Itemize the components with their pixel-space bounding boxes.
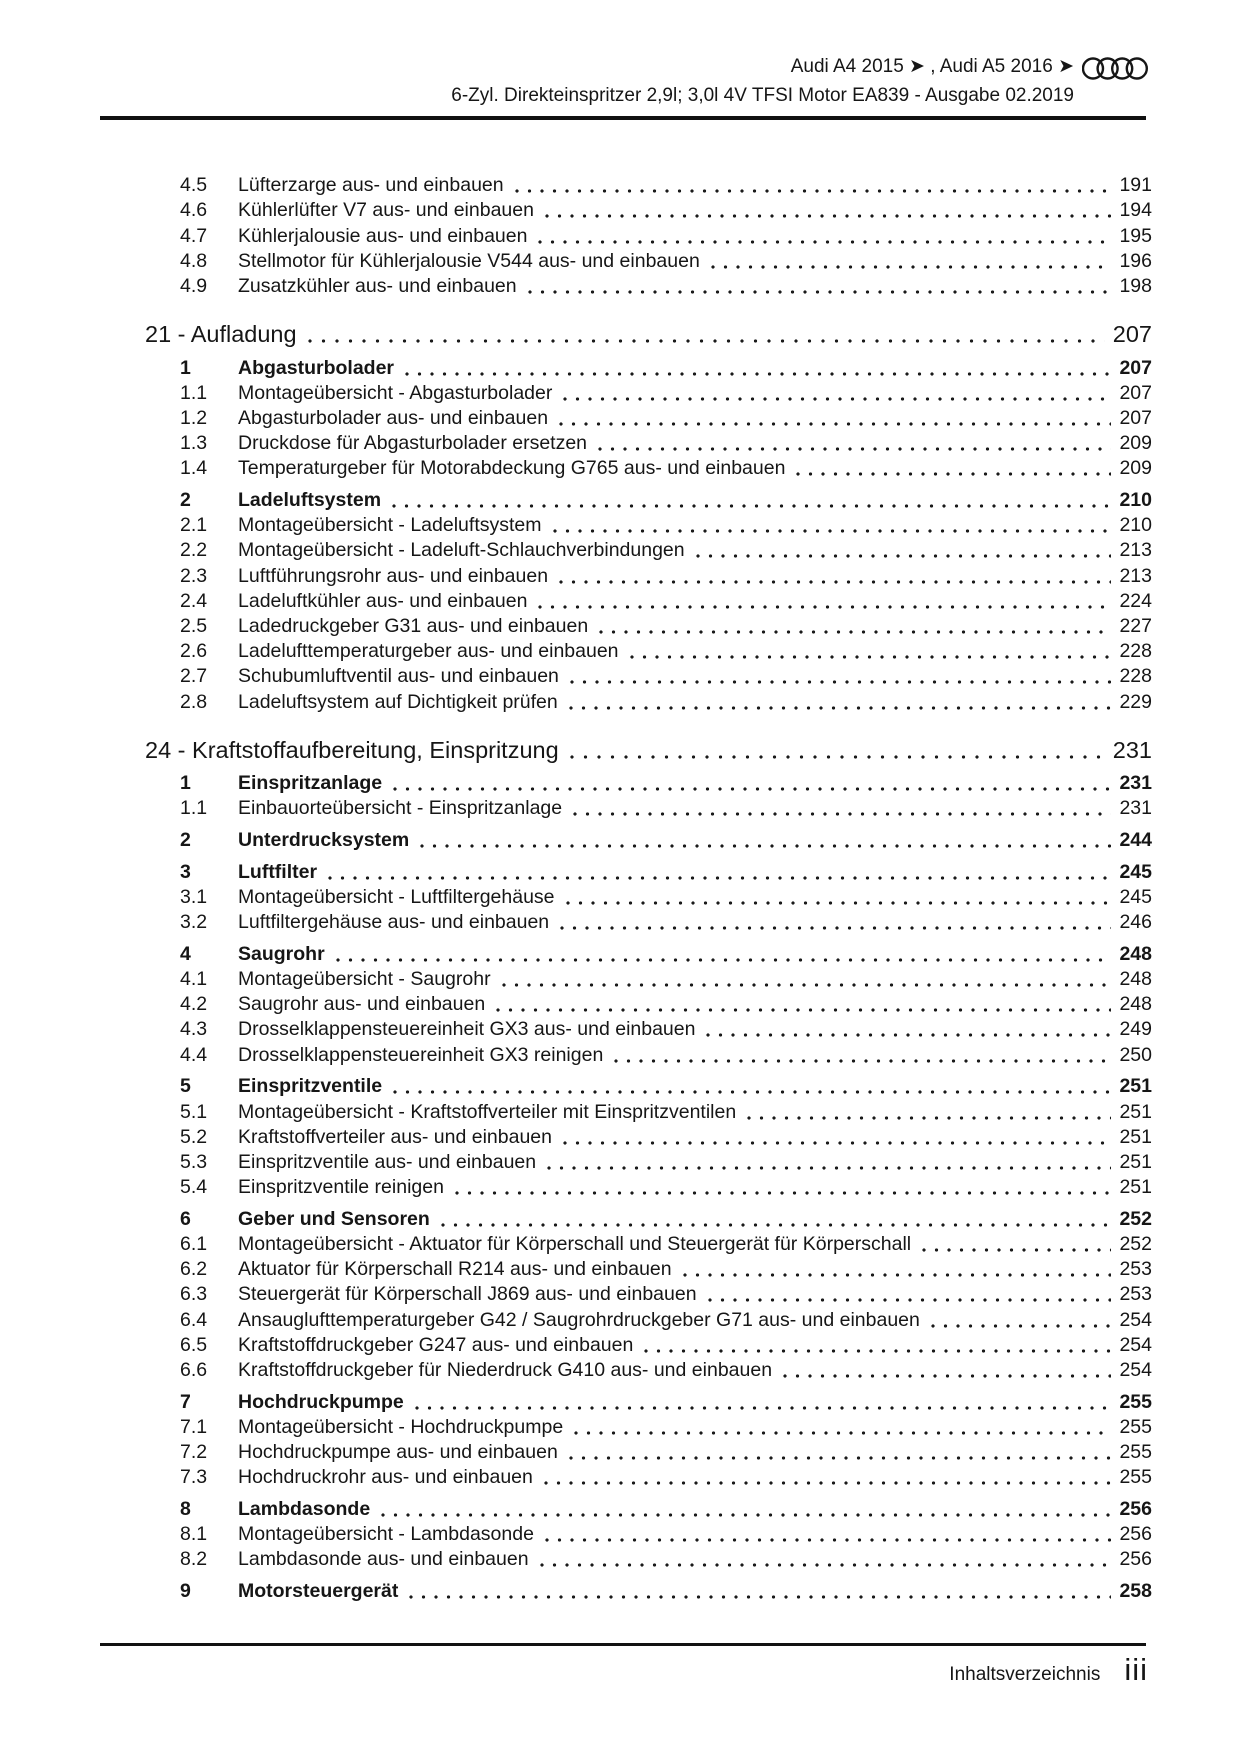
toc-entry-number: 2.6 <box>180 640 208 663</box>
toc-entry-page: 256 <box>1119 1497 1152 1520</box>
toc-entry-number: 4.6 <box>180 199 208 222</box>
toc-entry-title: Einspritzventile <box>238 1075 383 1098</box>
leader-dots <box>563 1141 1111 1145</box>
toc-entry-title: Hochdruckpumpe <box>238 1390 404 1413</box>
toc-entry-row <box>100 1439 1152 1464</box>
toc-entry-row <box>100 1124 1152 1149</box>
toc-entry-row <box>100 172 1152 197</box>
toc-entry-title: Hochdruckpumpe aus- und einbauen <box>238 1440 558 1463</box>
toc-entry-row <box>100 941 1152 966</box>
toc-entry-number: 8 <box>180 1497 191 1520</box>
leader-dots <box>683 1273 1112 1277</box>
toc-entry-title: Kühlerjalousie aus- und einbauen <box>238 224 528 247</box>
toc-entry-page: 255 <box>1119 1390 1152 1413</box>
leader-dots <box>545 1538 1112 1542</box>
toc-entry-page: 258 <box>1119 1579 1152 1602</box>
toc-entry-title: Unterdrucksystem <box>238 829 410 852</box>
toc-entry-number: 4.7 <box>180 224 208 247</box>
toc-entry-number: 7.1 <box>180 1415 208 1438</box>
toc-entry-number: 4.1 <box>180 968 208 991</box>
toc-entry-page: 228 <box>1119 665 1152 688</box>
toc-entry-title: Ladedruckgeber G31 aus- und einbauen <box>238 615 589 637</box>
leader-dots <box>547 1166 1111 1170</box>
leader-dots <box>783 1374 1111 1378</box>
toc-entry-row <box>100 966 1152 991</box>
header-divider <box>100 116 1146 120</box>
toc-entry-title: Drosselklappensteuereinheit GX3 aus- und einbauen <box>238 1018 696 1041</box>
footer-divider <box>100 1643 1146 1646</box>
page-header <box>100 53 1074 110</box>
toc-entry-page: 224 <box>1119 589 1152 612</box>
toc-entry-title: Stellmotor für Kühlerjalousie V544 aus- und einbauen <box>238 249 700 272</box>
toc-entry-row <box>100 991 1152 1016</box>
toc-entry-page: 207 <box>1119 407 1152 429</box>
toc-entry-page: 254 <box>1119 1308 1152 1331</box>
toc-entry-number: 3.2 <box>180 911 208 934</box>
toc-entry-page: 251 <box>1119 1100 1152 1123</box>
toc-entry-page: 253 <box>1119 1258 1152 1281</box>
toc-entry-number: 7 <box>180 1390 191 1413</box>
toc-entry-number: 2.8 <box>180 690 208 713</box>
toc-entry-number: 3 <box>180 860 191 883</box>
toc-entry-page: 213 <box>1119 539 1152 562</box>
toc-entry-number: 1.2 <box>180 407 208 429</box>
leader-dots <box>569 706 1112 710</box>
toc-entry-title: Aktuator für Körperschall R214 aus- und einbauen <box>238 1258 672 1281</box>
toc-entry-row <box>100 222 1152 247</box>
toc-entry-page: 256 <box>1119 1523 1152 1545</box>
leader-dots <box>630 655 1112 659</box>
toc-entry-title: Luftfilter <box>238 860 318 883</box>
toc-entry-number: 8.2 <box>180 1548 208 1571</box>
leader-dots <box>922 1248 1111 1252</box>
toc-entry-number: 6.3 <box>180 1283 208 1306</box>
leader-dots <box>405 372 1111 376</box>
audi-rings-icon <box>1082 56 1148 81</box>
toc-entry-number: 4.2 <box>180 993 208 1016</box>
toc-entry-title: Drosselklappensteuereinheit GX3 reinigen <box>238 1043 604 1066</box>
footer-section-label: Inhaltsverzeichnis <box>949 1664 1101 1685</box>
toc-entry-title: Montageübersicht - Luftfiltergehäuse <box>238 886 555 908</box>
toc-entry-number: 1.3 <box>180 432 208 455</box>
leader-dots <box>496 1008 1111 1012</box>
toc-entry-row <box>100 1041 1152 1066</box>
toc-entry-page: 251 <box>1119 1125 1152 1148</box>
leader-dots <box>502 983 1112 987</box>
toc-entry-title: Einbauorteübersicht - Einspritzanlage <box>238 797 563 820</box>
toc-entry-page: 210 <box>1119 514 1152 537</box>
toc-entry-number: 4.5 <box>180 174 208 197</box>
toc-entry-number: 4.3 <box>180 1018 208 1041</box>
toc-entry-number: 1 <box>180 356 191 379</box>
leader-dots <box>563 397 1111 401</box>
header-models-line: Audi A4 2015 ➤ , Audi A5 2016 ➤ <box>790 56 1074 77</box>
toc-entry-number: 6.2 <box>180 1258 208 1281</box>
leader-dots <box>544 1481 1112 1485</box>
toc-entry-row <box>100 380 1152 405</box>
toc-entry-page: 207 <box>1119 381 1152 404</box>
toc-entry-row <box>100 1256 1152 1281</box>
toc-entry-row <box>100 1098 1152 1123</box>
leader-dots <box>392 504 1111 508</box>
leader-dots <box>708 1298 1112 1302</box>
toc-entry-number: 7.3 <box>180 1466 208 1489</box>
toc-entry-number: 8.1 <box>180 1523 208 1545</box>
toc-entry-row <box>100 537 1152 562</box>
toc-entry-page: 209 <box>1119 457 1152 480</box>
toc-entry-title: Schubumluftventil aus- und einbauen <box>238 665 559 688</box>
toc-entry-title: Ladeluftkühler aus- und einbauen <box>238 589 528 612</box>
toc-entry-title: Montageübersicht - Kraftstoffverteiler mit Einspritzventilen <box>238 1100 737 1123</box>
toc-entry-page: 250 <box>1119 1043 1152 1066</box>
toc-entry-page: 213 <box>1119 564 1152 587</box>
toc-entry-row <box>100 1388 1152 1413</box>
leader-dots <box>711 265 1112 269</box>
toc-entry-number: 1 <box>180 772 191 795</box>
toc-entry-row <box>100 1332 1152 1357</box>
toc-entry-page: 196 <box>1119 249 1152 272</box>
toc-entry-row <box>100 827 1152 852</box>
toc-entry-number: 2.3 <box>180 564 208 587</box>
toc-entry-row <box>100 455 1152 480</box>
toc-entry-row <box>100 430 1152 455</box>
toc-entry-row <box>100 405 1152 430</box>
leader-dots <box>420 844 1111 848</box>
toc-entry-page: 251 <box>1119 1176 1152 1199</box>
toc-entry-row <box>100 562 1152 587</box>
leader-dots <box>599 630 1111 634</box>
toc-entry-page: 255 <box>1119 1466 1152 1489</box>
toc-entry-row <box>100 1174 1152 1199</box>
toc-chapter-label: 21 - Aufladung <box>145 320 297 347</box>
toc-entry-row <box>100 638 1152 663</box>
toc-entry-page: 254 <box>1119 1333 1152 1356</box>
toc-entry-number: 5.3 <box>180 1150 208 1173</box>
toc-entry-title: Hochdruckrohr aus- und einbauen <box>238 1466 533 1489</box>
toc-entry-number: 6.5 <box>180 1333 208 1356</box>
toc-entry-title: Temperaturgeber für Motorabdeckung G765 aus- und einbauen <box>238 457 786 480</box>
toc-entry-row <box>100 859 1152 884</box>
toc-entry-row <box>100 197 1152 222</box>
toc-entry-title: Motorsteuergerät <box>238 1579 399 1602</box>
leader-dots <box>570 680 1112 684</box>
toc-entry-page: 229 <box>1119 690 1152 713</box>
toc-entry-row <box>100 909 1152 934</box>
toc-entry-page: 248 <box>1119 968 1152 991</box>
toc-entry-page: 246 <box>1119 911 1152 934</box>
toc-entry-row <box>100 248 1152 273</box>
toc-entry-title: Montageübersicht - Saugrohr <box>238 968 491 991</box>
toc-entry-title: Ladeluftsystem <box>238 489 382 512</box>
toc-entry-title: Abgasturbolader <box>238 356 395 379</box>
toc-entry-row <box>100 1578 1152 1603</box>
toc-entry-title: Steuergerät für Körperschall J869 aus- und einbauen <box>238 1283 697 1306</box>
toc-entry-title: Einspritzanlage <box>238 772 383 795</box>
toc-entry-page: 255 <box>1119 1440 1152 1463</box>
toc-entry-number: 1.4 <box>180 457 208 480</box>
toc-entry-title: Kraftstoffverteiler aus- und einbauen <box>238 1125 552 1148</box>
toc-entry-title: Einspritzventile reinigen <box>238 1176 444 1199</box>
toc-entry-row <box>100 884 1152 909</box>
leader-dots <box>796 472 1111 476</box>
toc-entry-number: 6 <box>180 1207 191 1230</box>
leader-dots <box>455 1191 1112 1195</box>
leader-dots <box>553 529 1112 533</box>
toc-entry-row <box>100 1306 1152 1331</box>
page-footer <box>949 1652 1148 1688</box>
toc-entry-number: 5.4 <box>180 1176 208 1199</box>
toc-entry-number: 2.1 <box>180 514 208 537</box>
leader-dots <box>696 554 1112 558</box>
toc-entry-row <box>100 1357 1152 1382</box>
toc-entry-page: 248 <box>1119 942 1152 965</box>
leader-dots <box>598 447 1111 451</box>
toc-entry-row <box>100 273 1152 298</box>
toc-entry-page: 198 <box>1119 274 1152 297</box>
leader-dots <box>559 580 1111 584</box>
toc-chapter-page: 231 <box>1112 736 1152 763</box>
toc-entry-row <box>100 770 1152 795</box>
toc-entry-title: Montageübersicht - Lambdasonde <box>238 1523 534 1545</box>
toc-entry-number: 1.1 <box>180 797 208 820</box>
toc-entry-title: Ladelufttemperaturgeber aus- und einbauen <box>238 640 619 663</box>
toc-entry-number: 1.1 <box>180 381 208 404</box>
toc-entry-title: Montageübersicht - Aktuator für Körperschall und Steuergerät für Körperschall <box>238 1232 912 1255</box>
toc-entry-page: 231 <box>1119 772 1152 795</box>
toc-entry-title: Lambdasonde aus- und einbauen <box>238 1548 529 1571</box>
toc-entry-page: 248 <box>1119 993 1152 1016</box>
toc-entry-number: 4.8 <box>180 249 208 272</box>
toc-entry-row <box>100 1521 1152 1546</box>
toc-entry-number: 5.1 <box>180 1100 208 1123</box>
leader-dots <box>574 1431 1111 1435</box>
toc-entry-title: Montageübersicht - Hochdruckpumpe <box>238 1415 564 1438</box>
leader-dots <box>538 240 1111 244</box>
leader-dots <box>566 901 1112 905</box>
toc-entry-row <box>100 1206 1152 1231</box>
toc-chapter-label: 24 - Kraftstoffaufbereitung, Einspritzung <box>145 736 559 763</box>
toc-chapter-page: 207 <box>1112 320 1152 347</box>
leader-dots <box>706 1033 1111 1037</box>
toc-entry-title: Saugrohr <box>238 942 325 965</box>
toc-entry-title: Montageübersicht - Abgasturbolader <box>238 381 553 404</box>
toc-entry-number: 2.4 <box>180 589 208 612</box>
leader-dots <box>545 214 1111 218</box>
leader-dots <box>747 1116 1111 1120</box>
toc-entry-title: Kraftstoffdruckgeber für Niederdruck G410 aus- und einbauen <box>238 1358 773 1381</box>
toc-entry-page: 256 <box>1119 1548 1152 1571</box>
toc-chapter-row <box>100 314 1152 348</box>
leader-dots <box>415 1406 1112 1410</box>
toc-entry-title: Lambdasonde <box>238 1497 371 1520</box>
toc-entry-row <box>100 663 1152 688</box>
header-engine-line: 6-Zyl. Direkteinspritzer 2,9l; 3,0l 4V TFSI Motor EA839 - Ausgabe 02.2019 <box>451 84 1074 106</box>
toc-entry-number: 6.4 <box>180 1308 208 1331</box>
toc-entry-row <box>100 1231 1152 1256</box>
toc-entry-row <box>100 487 1152 512</box>
toc <box>100 172 1152 1603</box>
toc-entry-row <box>100 588 1152 613</box>
toc-entry-title: Ansauglufttemperaturgeber G42 / Saugrohrdruckgeber G71 aus- und einbauen <box>238 1308 920 1331</box>
leader-dots <box>569 1456 1112 1460</box>
toc-entry-title: Geber und Sensoren <box>238 1207 430 1230</box>
toc-entry-title: Kraftstoffdruckgeber G247 aus- und einbauen <box>238 1333 634 1356</box>
toc-entry-number: 2.5 <box>180 615 208 637</box>
leader-dots <box>931 1324 1112 1328</box>
toc-entry-row <box>100 1149 1152 1174</box>
toc-entry-title: Kühlerlüfter V7 aus- und einbauen <box>238 199 534 222</box>
toc-entry-page: 255 <box>1119 1415 1152 1438</box>
toc-entry-row <box>100 1016 1152 1041</box>
toc-entry-page: 252 <box>1119 1207 1152 1230</box>
toc-entry-page: 228 <box>1119 640 1152 663</box>
toc-entry-page: 207 <box>1119 356 1152 379</box>
toc-entry-title: Ladeluftsystem auf Dichtigkeit prüfen <box>238 690 558 713</box>
toc-entry-number: 9 <box>180 1579 191 1602</box>
toc-entry-title: Lüfterzarge aus- und einbauen <box>238 174 504 197</box>
toc-entry-page: 209 <box>1119 432 1152 455</box>
toc-entry-number: 5 <box>180 1075 191 1098</box>
toc-entry-page: 251 <box>1119 1150 1152 1173</box>
toc-entry-title: Zusatzkühler aus- und einbauen <box>238 274 517 297</box>
leader-dots <box>393 1090 1111 1094</box>
leader-dots <box>540 1563 1112 1567</box>
leader-dots <box>328 876 1111 880</box>
toc-entry-number: 2 <box>180 829 191 852</box>
toc-entry-title: Montageübersicht - Ladeluftsystem <box>238 514 542 537</box>
toc-section <box>100 172 1152 298</box>
toc-entry-row <box>100 1496 1152 1521</box>
toc-entry-number: 4.9 <box>180 274 208 297</box>
toc-entry-number: 5.2 <box>180 1125 208 1148</box>
toc-entry-row <box>100 1464 1152 1489</box>
leader-dots <box>559 422 1111 426</box>
toc-entry-page: 210 <box>1119 489 1152 512</box>
toc-entry-number: 2 <box>180 489 191 512</box>
leader-dots <box>573 812 1111 816</box>
toc-entry-page: 227 <box>1119 615 1152 637</box>
toc-entry-number: 4 <box>180 942 191 965</box>
leader-dots <box>644 1349 1111 1353</box>
toc-entry-page: 249 <box>1119 1018 1152 1041</box>
toc-chapter-row <box>100 730 1152 764</box>
toc-entry-page: 254 <box>1119 1358 1152 1381</box>
toc-entry-title: Abgasturbolader aus- und einbauen <box>238 407 549 429</box>
toc-entry-number: 6.6 <box>180 1358 208 1381</box>
toc-entry-row <box>100 1281 1152 1306</box>
leader-dots <box>336 958 1112 962</box>
toc-entry-row <box>100 1546 1152 1571</box>
leader-dots <box>560 926 1111 930</box>
toc-entry-row <box>100 795 1152 820</box>
leader-dots <box>614 1059 1111 1063</box>
toc-entry-row <box>100 688 1152 713</box>
leader-dots <box>528 290 1112 294</box>
toc-entry-number: 2.2 <box>180 539 208 562</box>
toc-entry-number: 2.7 <box>180 665 208 688</box>
leader-dots <box>570 755 1105 759</box>
leader-dots <box>538 605 1111 609</box>
toc-entry-row <box>100 512 1152 537</box>
toc-entry-title: Einspritzventile aus- und einbauen <box>238 1150 537 1173</box>
toc-entry-page: 194 <box>1119 199 1152 222</box>
toc-entry-page: 252 <box>1119 1232 1152 1255</box>
leader-dots <box>381 1513 1111 1517</box>
leader-dots <box>393 787 1111 791</box>
toc-entry-title: Saugrohr aus- und einbauen <box>238 993 486 1016</box>
toc-entry-page: 195 <box>1119 224 1152 247</box>
toc-entry-page: 251 <box>1119 1075 1152 1098</box>
toc-entry-page: 245 <box>1119 860 1152 883</box>
toc-entry-number: 4.4 <box>180 1043 208 1066</box>
toc-section <box>100 730 1152 1603</box>
toc-entry-number: 3.1 <box>180 886 208 908</box>
leader-dots <box>409 1595 1111 1599</box>
toc-entry-row <box>100 1414 1152 1439</box>
leader-dots <box>308 339 1105 343</box>
toc-entry-title: Luftfiltergehäuse aus- und einbauen <box>238 911 550 934</box>
footer-page-number: iii <box>1124 1652 1148 1687</box>
toc-entry-row <box>100 1073 1152 1098</box>
toc-entry-title: Montageübersicht - Ladeluft-Schlauchverbindungen <box>238 539 685 562</box>
leader-dots <box>441 1223 1112 1227</box>
toc-entry-row <box>100 613 1152 638</box>
toc-entry-title: Druckdose für Abgasturbolader ersetzen <box>238 432 588 455</box>
toc-entry-row <box>100 354 1152 379</box>
toc-entry-title: Luftführungsrohr aus- und einbauen <box>238 564 549 587</box>
toc-entry-page: 245 <box>1119 886 1152 908</box>
toc-entry-page: 231 <box>1119 797 1152 820</box>
toc-section <box>100 314 1152 714</box>
leader-dots <box>515 189 1112 193</box>
toc-entry-number: 7.2 <box>180 1440 208 1463</box>
toc-entry-page: 244 <box>1119 829 1152 852</box>
toc-entry-number: 6.1 <box>180 1232 208 1255</box>
toc-entry-page: 253 <box>1119 1283 1152 1306</box>
toc-entry-page: 191 <box>1119 174 1152 197</box>
